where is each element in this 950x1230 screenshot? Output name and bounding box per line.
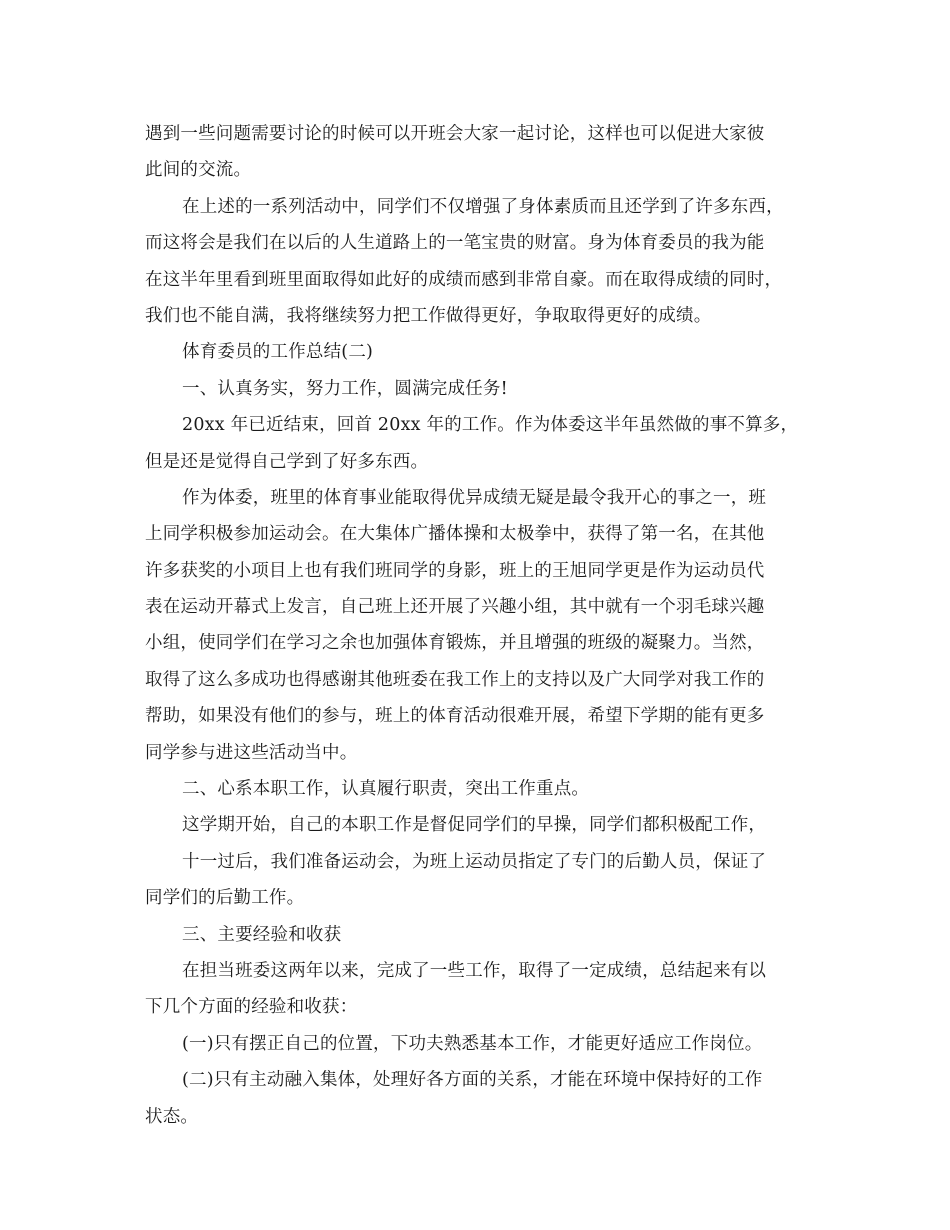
list-item: (二)只有主动融入集体，处理好各方面的关系，才能在环境中保持好的工作	[182, 1070, 763, 1091]
text-line: 在担当班委这两年以来，完成了一些工作，取得了一定成绩，总结起来有以	[182, 960, 767, 981]
text-line: 这学期开始，自己的本职工作是督促同学们的早操，同学们都积极配工作，	[182, 815, 767, 836]
section-heading: 一、认真务实，努力工作，圆满完成任务!	[182, 378, 508, 399]
section-heading: 三、主要经验和收获	[182, 924, 342, 945]
text-line: 而这将会是我们在以后的人生道路上的一笔宝贵的财富。身为体育委员的我为能	[145, 233, 765, 254]
text-line: 上同学积极参加运动会。在大集体广播体操和太极拳中，获得了第一名，在其他	[145, 524, 765, 545]
text-line: 同学参与进这些活动当中。	[145, 742, 358, 763]
text-line: 许多获奖的小项目上也有我们班同学的身影，班上的王旭同学更是作为运动员代	[145, 560, 765, 581]
section-heading: 二、心系本职工作，认真履行职责，突出工作重点。	[182, 779, 590, 800]
text-line: 取得了这么多成功也得感谢其他班委在我工作上的支持以及广大同学对我工作的	[145, 669, 765, 690]
text-line: 下几个方面的经验和收获：	[145, 997, 358, 1018]
document-body	[145, 116, 810, 1135]
text-line: 帮助，如果没有他们的参与，班上的体育活动很难开展，希望下学期的能有更多	[145, 706, 765, 727]
text-line: 20xx 年已近结束，回首 20xx 年的工作。作为体委这半年虽然做的事不算多，	[182, 415, 799, 436]
text-line: 十一过后，我们准备运动会，为班上运动员指定了专门的后勤人员，保证了	[182, 851, 767, 872]
list-item: (一)只有摆正自己的位置，下功夫熟悉基本工作，才能更好适应工作岗位。	[182, 1033, 763, 1054]
text-line: 在这半年里看到班里面取得如此好的成绩而感到非常自豪。而在取得成绩的同时，	[145, 269, 783, 290]
text-line: 表在运动开幕式上发言，自己班上还开展了兴趣小组，其中就有一个羽毛球兴趣	[145, 597, 765, 618]
text-line: 但是还是觉得自己学到了好多东西。	[145, 451, 429, 472]
text-line: 此间的交流。	[145, 160, 252, 181]
text-line: 在上述的一系列活动中，同学们不仅增强了身体素质而且还学到了许多东西，	[182, 196, 784, 217]
text-line: 同学们的后勤工作。	[145, 888, 305, 909]
text-line: 小组，使同学们在学习之余也加强体育锻炼，并且增强的班级的凝聚力。当然，	[145, 633, 765, 654]
text-line: 作为体委，班里的体育事业能取得优异成绩无疑是最令我开心的事之一，班	[182, 487, 767, 508]
text-line: 状态。	[145, 1106, 199, 1127]
text-line: 我们也不能自满，我将继续努力把工作做得更好，争取取得更好的成绩。	[145, 305, 712, 326]
section-heading: 体育委员的工作总结(二)	[182, 342, 374, 363]
text-line: 遇到一些问题需要讨论的时候可以开班会大家一起讨论，这样也可以促进大家彼	[145, 124, 765, 144]
